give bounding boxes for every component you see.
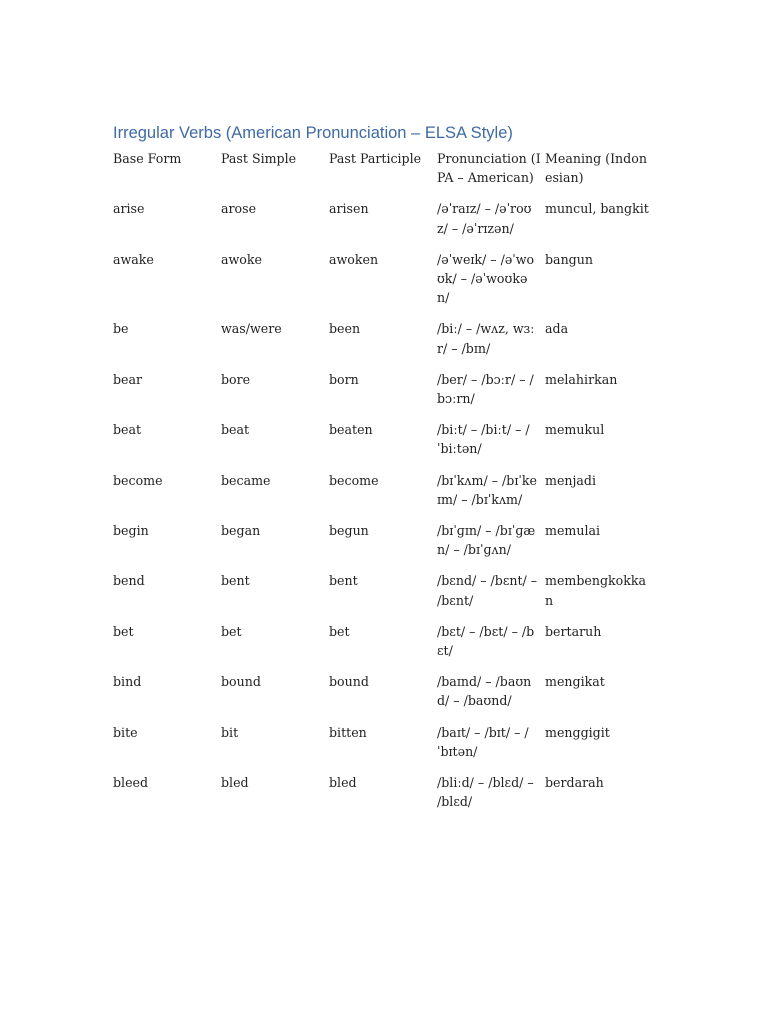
table-row bbox=[113, 773, 653, 823]
cell-meaning: melahirkan bbox=[545, 371, 618, 387]
table-row bbox=[113, 420, 653, 470]
cell-base-form: beat bbox=[113, 422, 142, 438]
cell-past-simple: was/were bbox=[221, 321, 282, 337]
cell-past-participle: bent bbox=[329, 573, 358, 589]
cell-pronunciation: /bliːd/ – /blɛd/ – /blɛd/ bbox=[437, 775, 534, 810]
cell-past-simple: bound bbox=[221, 674, 261, 690]
cell-pronunciation: /bɛnd/ – /bɛnt/ – /bɛnt/ bbox=[437, 573, 538, 608]
cell-base-form: become bbox=[113, 472, 163, 488]
cell-past-participle: beaten bbox=[329, 422, 373, 438]
cell-pronunciation: /bɪˈɡɪn/ – /bɪˈɡæn/ – /bɪˈɡʌn/ bbox=[437, 523, 536, 558]
cell-past-participle: bled bbox=[329, 775, 357, 791]
cell-past-simple: arose bbox=[221, 201, 257, 217]
cell-pronunciation: /əˈweɪk/ – /əˈwoʊk/ – /əˈwoʊkən/ bbox=[437, 251, 535, 306]
cell-past-simple: became bbox=[221, 472, 271, 488]
column-header-past-simple: Past Simple bbox=[221, 151, 297, 166]
irregular-verbs-table bbox=[113, 149, 653, 823]
column-header-base-form: Base Form bbox=[113, 151, 182, 166]
cell-meaning: bertaruh bbox=[545, 623, 602, 639]
cell-past-participle: arisen bbox=[329, 201, 369, 217]
cell-base-form: begin bbox=[113, 523, 149, 539]
cell-base-form: bite bbox=[113, 724, 138, 740]
table-header-row bbox=[113, 149, 653, 199]
document-title: Irregular Verbs (American Pronunciation – ELSA Style) bbox=[113, 124, 513, 142]
cell-past-participle: been bbox=[329, 321, 361, 337]
cell-pronunciation: /biː/ – /wʌz, wɜːr/ – /bɪn/ bbox=[437, 321, 535, 356]
cell-base-form: bet bbox=[113, 623, 134, 639]
cell-past-simple: bet bbox=[221, 623, 242, 639]
cell-past-participle: bet bbox=[329, 623, 350, 639]
cell-past-simple: began bbox=[221, 523, 261, 539]
column-header-past-participle: Past Participle bbox=[329, 151, 422, 166]
cell-meaning: menggigit bbox=[545, 724, 610, 740]
cell-meaning: menjadi bbox=[545, 472, 597, 488]
table-row bbox=[113, 622, 653, 672]
cell-pronunciation: /bɛt/ – /bɛt/ – /bɛt/ bbox=[437, 623, 535, 659]
cell-meaning: membengkokkan bbox=[545, 573, 647, 608]
cell-base-form: be bbox=[113, 321, 129, 337]
table-row bbox=[113, 571, 653, 621]
cell-past-simple: bit bbox=[221, 724, 239, 740]
cell-past-participle: bound bbox=[329, 674, 369, 690]
cell-past-participle: bitten bbox=[329, 724, 367, 740]
cell-meaning: berdarah bbox=[545, 775, 604, 791]
cell-past-participle: begun bbox=[329, 523, 369, 539]
cell-meaning: muncul, bangkit bbox=[545, 201, 649, 217]
cell-base-form: bleed bbox=[113, 775, 149, 791]
table-row bbox=[113, 370, 653, 420]
cell-pronunciation: /əˈraɪz/ – /əˈroʊz/ – /əˈrɪzən/ bbox=[437, 201, 532, 236]
cell-pronunciation: /baɪnd/ – /baʊnd/ – /baʊnd/ bbox=[437, 674, 532, 709]
cell-past-participle: awoken bbox=[329, 251, 379, 267]
column-header-meaning: Meaning (Indonesian) bbox=[545, 151, 647, 186]
cell-meaning: memulai bbox=[545, 523, 601, 539]
cell-past-participle: become bbox=[329, 472, 379, 488]
table-row bbox=[113, 672, 653, 722]
cell-past-simple: beat bbox=[221, 422, 250, 438]
table-row bbox=[113, 521, 653, 571]
cell-pronunciation: /ber/ – /bɔːr/ – /bɔːrn/ bbox=[437, 371, 534, 407]
cell-past-participle: born bbox=[329, 371, 359, 387]
cell-base-form: arise bbox=[113, 201, 145, 217]
cell-pronunciation: /biːt/ – /biːt/ – /ˈbiːtən/ bbox=[437, 422, 530, 457]
cell-meaning: bangun bbox=[545, 251, 593, 267]
cell-past-simple: bled bbox=[221, 775, 249, 791]
table-row bbox=[113, 319, 653, 369]
table-row bbox=[113, 250, 653, 320]
cell-pronunciation: /bɪˈkʌm/ – /bɪˈkeɪm/ – /bɪˈkʌm/ bbox=[437, 472, 537, 507]
column-header-pronunciation: Pronunciation (IPA – American) bbox=[437, 151, 541, 186]
cell-meaning: ada bbox=[545, 321, 569, 337]
cell-base-form: bind bbox=[113, 674, 142, 690]
cell-pronunciation: /baɪt/ – /bɪt/ – /ˈbɪtən/ bbox=[437, 724, 529, 759]
table-row bbox=[113, 723, 653, 773]
cell-base-form: bear bbox=[113, 371, 143, 387]
cell-past-simple: bent bbox=[221, 573, 250, 589]
table-row bbox=[113, 471, 653, 521]
cell-meaning: memukul bbox=[545, 422, 605, 438]
cell-past-simple: awoke bbox=[221, 251, 262, 267]
table-row bbox=[113, 199, 653, 249]
cell-past-simple: bore bbox=[221, 371, 251, 387]
cell-base-form: bend bbox=[113, 573, 145, 589]
cell-meaning: mengikat bbox=[545, 674, 605, 690]
cell-base-form: awake bbox=[113, 251, 154, 267]
